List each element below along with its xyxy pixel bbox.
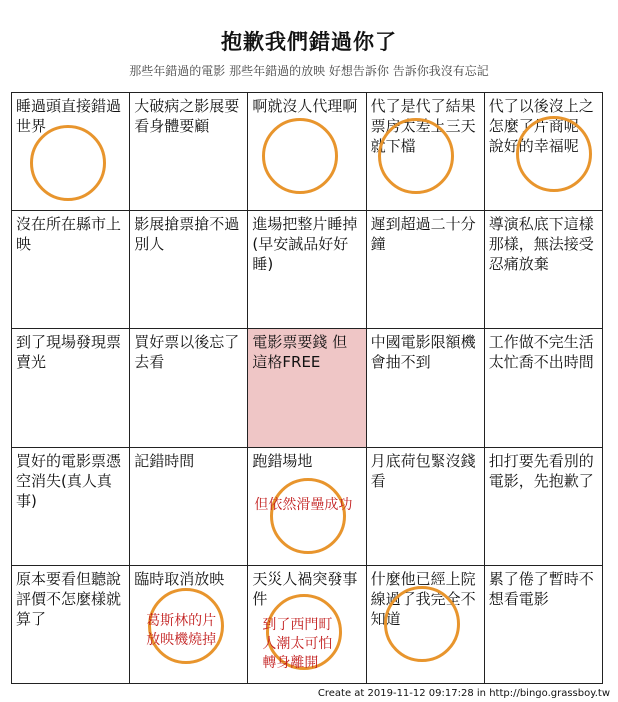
- bingo-cell-17[interactable]: [130, 448, 248, 566]
- bingo-cell-22[interactable]: [130, 566, 248, 684]
- cell-text: 遲到超過二十分鐘: [370, 215, 476, 254]
- bingo-cell-18[interactable]: [248, 448, 366, 566]
- cell-text: 影展搶票搶不過別人: [134, 215, 240, 254]
- footer-credit: Create at 2019-11-12 09:17:28 in http://bingo.grassboy.tw: [317, 688, 610, 699]
- cell-text: 累了倦了暫時不想看電影: [488, 569, 594, 608]
- handwritten-note: 到了西門町 人潮太可怕 轉身離開: [262, 616, 333, 671]
- bingo-cell-25[interactable]: [485, 566, 603, 684]
- cell-text: 導演私底下這樣那樣，無法接受忍痛放棄: [488, 215, 594, 274]
- cell-text: 跑錯場地: [252, 451, 313, 470]
- handwritten-note: 葛斯林的片 放映機燒掉: [146, 612, 217, 648]
- bingo-grid: [11, 92, 603, 684]
- cell-text: 買好票以後忘了去看: [134, 333, 240, 372]
- bingo-cell-2[interactable]: [130, 93, 248, 211]
- bingo-cell-1[interactable]: [12, 93, 130, 211]
- bingo-cell-8[interactable]: [248, 211, 366, 329]
- cell-text: 睡過頭直接錯過世界: [16, 97, 122, 135]
- cell-text: 進場把整片睡掉(早安誠品好好睡): [252, 215, 358, 274]
- bingo-free-cell[interactable]: [248, 329, 366, 447]
- bingo-cell-20[interactable]: [485, 448, 603, 566]
- cell-text: 天災人禍突發事件: [252, 569, 358, 608]
- cell-text: 到了現場發現票賣光: [16, 333, 122, 372]
- cell-text: 什麼他已經上院線過了我完全不知道: [370, 569, 476, 628]
- bingo-cell-4[interactable]: [367, 93, 485, 211]
- bingo-cell-5[interactable]: [485, 93, 603, 211]
- bingo-cell-12[interactable]: [130, 329, 248, 447]
- bingo-cell-9[interactable]: [367, 211, 485, 329]
- bingo-cell-19[interactable]: [367, 448, 485, 566]
- bingo-cell-16[interactable]: [12, 448, 130, 566]
- bingo-cell-21[interactable]: [12, 566, 130, 684]
- cell-text: 啊就沒人代理啊: [252, 97, 358, 115]
- bingo-cell-23[interactable]: [248, 566, 366, 684]
- page-subtitle: 那些年錯過的電影 那些年錯過的放映 好想告訴你 告訴你我沒有忘記: [129, 64, 489, 78]
- bingo-cell-3[interactable]: [248, 93, 366, 211]
- cell-text: 代了以後沒上之 怎麼了片商呢 說好的幸福呢: [488, 97, 594, 155]
- bingo-cell-11[interactable]: [12, 329, 130, 447]
- bingo-cell-15[interactable]: [485, 329, 603, 447]
- bingo-cell-10[interactable]: [485, 211, 603, 329]
- cell-text: 電影票要錢 但這格FREE: [252, 333, 348, 372]
- cell-text: 代了是代了結果票房太差上三天就下檔: [370, 97, 476, 155]
- cell-text: 月底荷包緊沒錢看: [370, 451, 476, 490]
- bingo-cell-6[interactable]: [12, 211, 130, 329]
- bingo-cell-24[interactable]: [367, 566, 485, 684]
- bingo-cell-7[interactable]: [130, 211, 248, 329]
- cell-text: 原本要看但聽說評價不怎麼樣就算了: [16, 569, 122, 628]
- cell-text: 記錯時間: [134, 451, 195, 470]
- cell-text: 買好的電影票憑空消失(真人真事): [16, 451, 122, 510]
- page-title: 抱歉我們錯過你了: [221, 30, 397, 54]
- cell-text: 大破病之影展要看身體要顧: [134, 97, 240, 135]
- cell-text: 臨時取消放映: [134, 569, 225, 588]
- cell-text: 扣打要先看別的電影，先抱歉了: [488, 451, 594, 490]
- handwritten-note: 但依然滑壘成功: [254, 496, 353, 513]
- cell-text: 中國電影限額機會抽不到: [370, 333, 476, 372]
- cell-text: 沒在所在縣市上映: [16, 215, 122, 254]
- cell-text: 工作做不完生活太忙喬不出時間: [488, 333, 594, 372]
- bingo-cell-14[interactable]: [367, 329, 485, 447]
